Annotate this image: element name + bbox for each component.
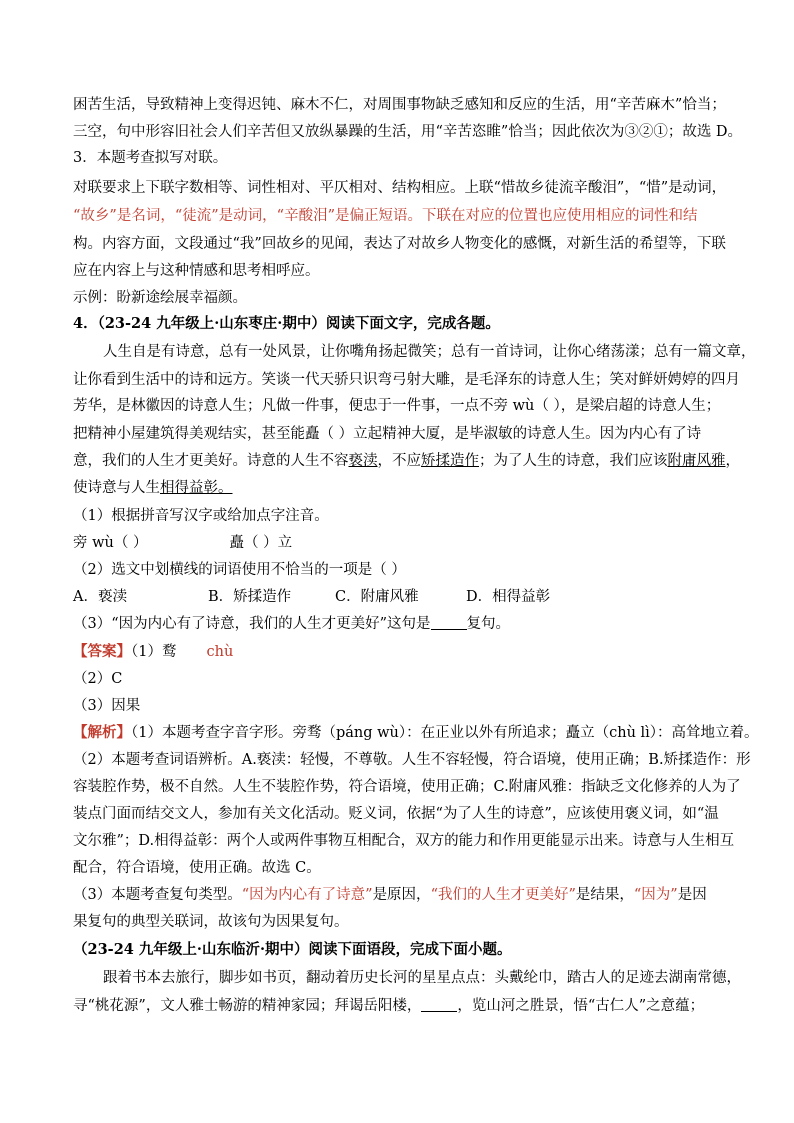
passage-line: 芳华，是林徽因的诗意人生；凡做一件事，便忠于一件事，一点不旁 wù（ ），是梁启超的诗意人生； (73, 398, 721, 414)
analysis-line: 文尔雅”；D.相得益彰：两个人或两件事物互相配合，双方的能力和作用更能显示出来。诗意与人生相互 (73, 833, 735, 849)
analysis-text: （1）本题考查字音字形。旁骛（páng wù）：在正业以外有所追求；矗立（chù lì）：高耸地立着。 (131, 725, 759, 741)
question-heading: （23-24 九年级上·山东临沂·期中）阅读下面语段，完成下面小题。 (73, 941, 512, 958)
passage-line (73, 478, 233, 498)
option-d: D．相得益彰 (466, 589, 551, 605)
option-b: B．矫揉造作 (208, 589, 292, 605)
options-row (73, 587, 550, 607)
underlined-word: 亵渎 (348, 453, 378, 469)
text-run: ；为了人生的诗意，我们应该 (479, 453, 668, 469)
text-run: （3）“因为内心有了诗意，我们的人生才更美好”这句是 (73, 616, 431, 632)
answer-line (73, 642, 233, 662)
text-run: ，览山河之胜景，悟“古仁人”之意蕴； (457, 998, 705, 1014)
text-line: 对联要求上下联字数相等、词性相对、平仄相对、结构相应。上联“惜故乡徒流辛酸泪”，“惜”是动词， (73, 180, 727, 196)
passage-line (73, 996, 704, 1016)
sub-question: （2）选文中划横线的词语使用不恰当的一项是（ ） (73, 562, 406, 578)
sub-question (73, 614, 510, 634)
answer-line: （3）因果 (73, 698, 141, 714)
underlined-word: 相得益彰。 (160, 480, 233, 496)
text-line: “故乡”是名词，“徒流”是动词，“辛酸泪”是偏正短语。下联在对应的位置也应使用相应的词性和结 (73, 208, 698, 224)
text-run: 寻“桃花源”，文人雅士畅游的精神家园；拜谒岳阳楼， (73, 998, 422, 1014)
text-line: 构。内容方面，文段通过“我”回故乡的见闻，表达了对故乡人物变化的感慨，对新生活的希望等，下联 (73, 236, 726, 252)
highlight-text: “我们的人生才更美好” (430, 887, 576, 903)
text-run: 是结果， (575, 887, 634, 903)
passage-line: 把精神小屋建筑得美观结实，甚至能矗（ ）立起精神大厦，是毕淑敏的诗意人生。因为内心有了诗 (73, 426, 702, 442)
underlined-word: 附庸风雅 (667, 453, 726, 469)
text-line: 困苦生活，导致精神上变得迟钝、麻木不仁，对周围事物缺乏感知和反应的生活，用“辛苦麻木”恰当； (73, 97, 726, 113)
sub-question: （1）根据拼音写汉字或给加点字注音。 (73, 508, 329, 524)
analysis-label: 【解析】 (73, 724, 131, 741)
analysis-line: （2）本题考查词语辨析。A.亵渎：轻慢，不尊敬。人生不容轻慢，符合语境，使用正确；B.矫揉造作：形 (73, 752, 751, 768)
analysis-line: 装点门面而结交文人，参加有关文化活动。贬义词，依据“为了人生的诗意”，应该使用褒义词，如“温 (73, 806, 719, 822)
option-a: A．亵渎 (73, 589, 127, 605)
highlight-text: “因为” (633, 887, 678, 903)
text-run: 意，我们的人生才更美好。诗意的人生不容 (73, 453, 349, 469)
sub-question-items (73, 533, 292, 553)
answer-line: （2）C (73, 671, 123, 687)
text-line: 三空，句中形容旧社会人们辛苦但又放纵暴躁的生活，用“辛苦恣睢”恰当；因此依次为③②①；故选 D。 (73, 124, 743, 140)
passage-line: 让你看到生活中的诗和远方。笑谈一代天骄只识弯弓射大雕，是毛泽东的诗意人生；笑对鲜妍娉婷的四月 (73, 372, 740, 388)
underlined-word: 矫揉造作 (421, 453, 479, 469)
question-heading: 4．（23-24 九年级上·山东枣庄·期中）阅读下面文字，完成各题。 (73, 315, 500, 332)
item-pang-wu: 旁 wù（ ） (73, 535, 148, 551)
highlight-text: “因为内心有了诗意” (241, 887, 373, 903)
passage-line (73, 451, 740, 471)
text-run: 是原因， (372, 887, 431, 903)
analysis-line: 容装腔作势，极不自然。人生不装腔作势，符合语境，使用正确；C.附庸风雅：指缺乏文化修养的人为了 (73, 779, 741, 795)
analysis-line (73, 885, 707, 905)
item-chu-li: 矗（ ）立 (229, 535, 293, 551)
analysis-line: 配合，符合语境，使用正确。故选 C。 (73, 860, 321, 876)
text-run: ，不应 (377, 453, 421, 469)
text-line: 应在内容上与这种情感和思考相呼应。 (73, 263, 320, 279)
answer-blank (431, 615, 467, 630)
answer-blank (421, 997, 457, 1012)
text-line: 3．本题考查拟写对联。 (73, 150, 228, 166)
answer-label: 【答案】 (73, 643, 131, 660)
analysis-line (73, 723, 759, 743)
answer-text: （1）鹜 (131, 644, 177, 660)
text-run: （3）本题考查复句类型。 (73, 887, 242, 903)
analysis-line: 果复句的典型关联词，故该句为因果复句。 (73, 914, 349, 930)
option-c: C．附庸风雅 (335, 589, 419, 605)
passage-line: 人生自是有诗意，总有一处风景，让你嘴角扬起微笑；总有一首诗词，让你心绪荡漾；总有一篇文章， (103, 344, 756, 360)
text-run: ， (725, 453, 740, 469)
passage-line: 跟着书本去旅行，脚步如书页，翻动着历史长河的星星点点：头戴纶巾，踏古人的足迹去湖南常德， (103, 970, 741, 986)
text-run: 复句。 (466, 616, 511, 632)
text-run: 使诗意与人生 (73, 480, 160, 496)
text-run: 是因 (677, 887, 707, 903)
answer-pinyin: chù (206, 644, 234, 660)
text-line: 示例：盼新途绘展幸福颜。 (73, 290, 247, 306)
